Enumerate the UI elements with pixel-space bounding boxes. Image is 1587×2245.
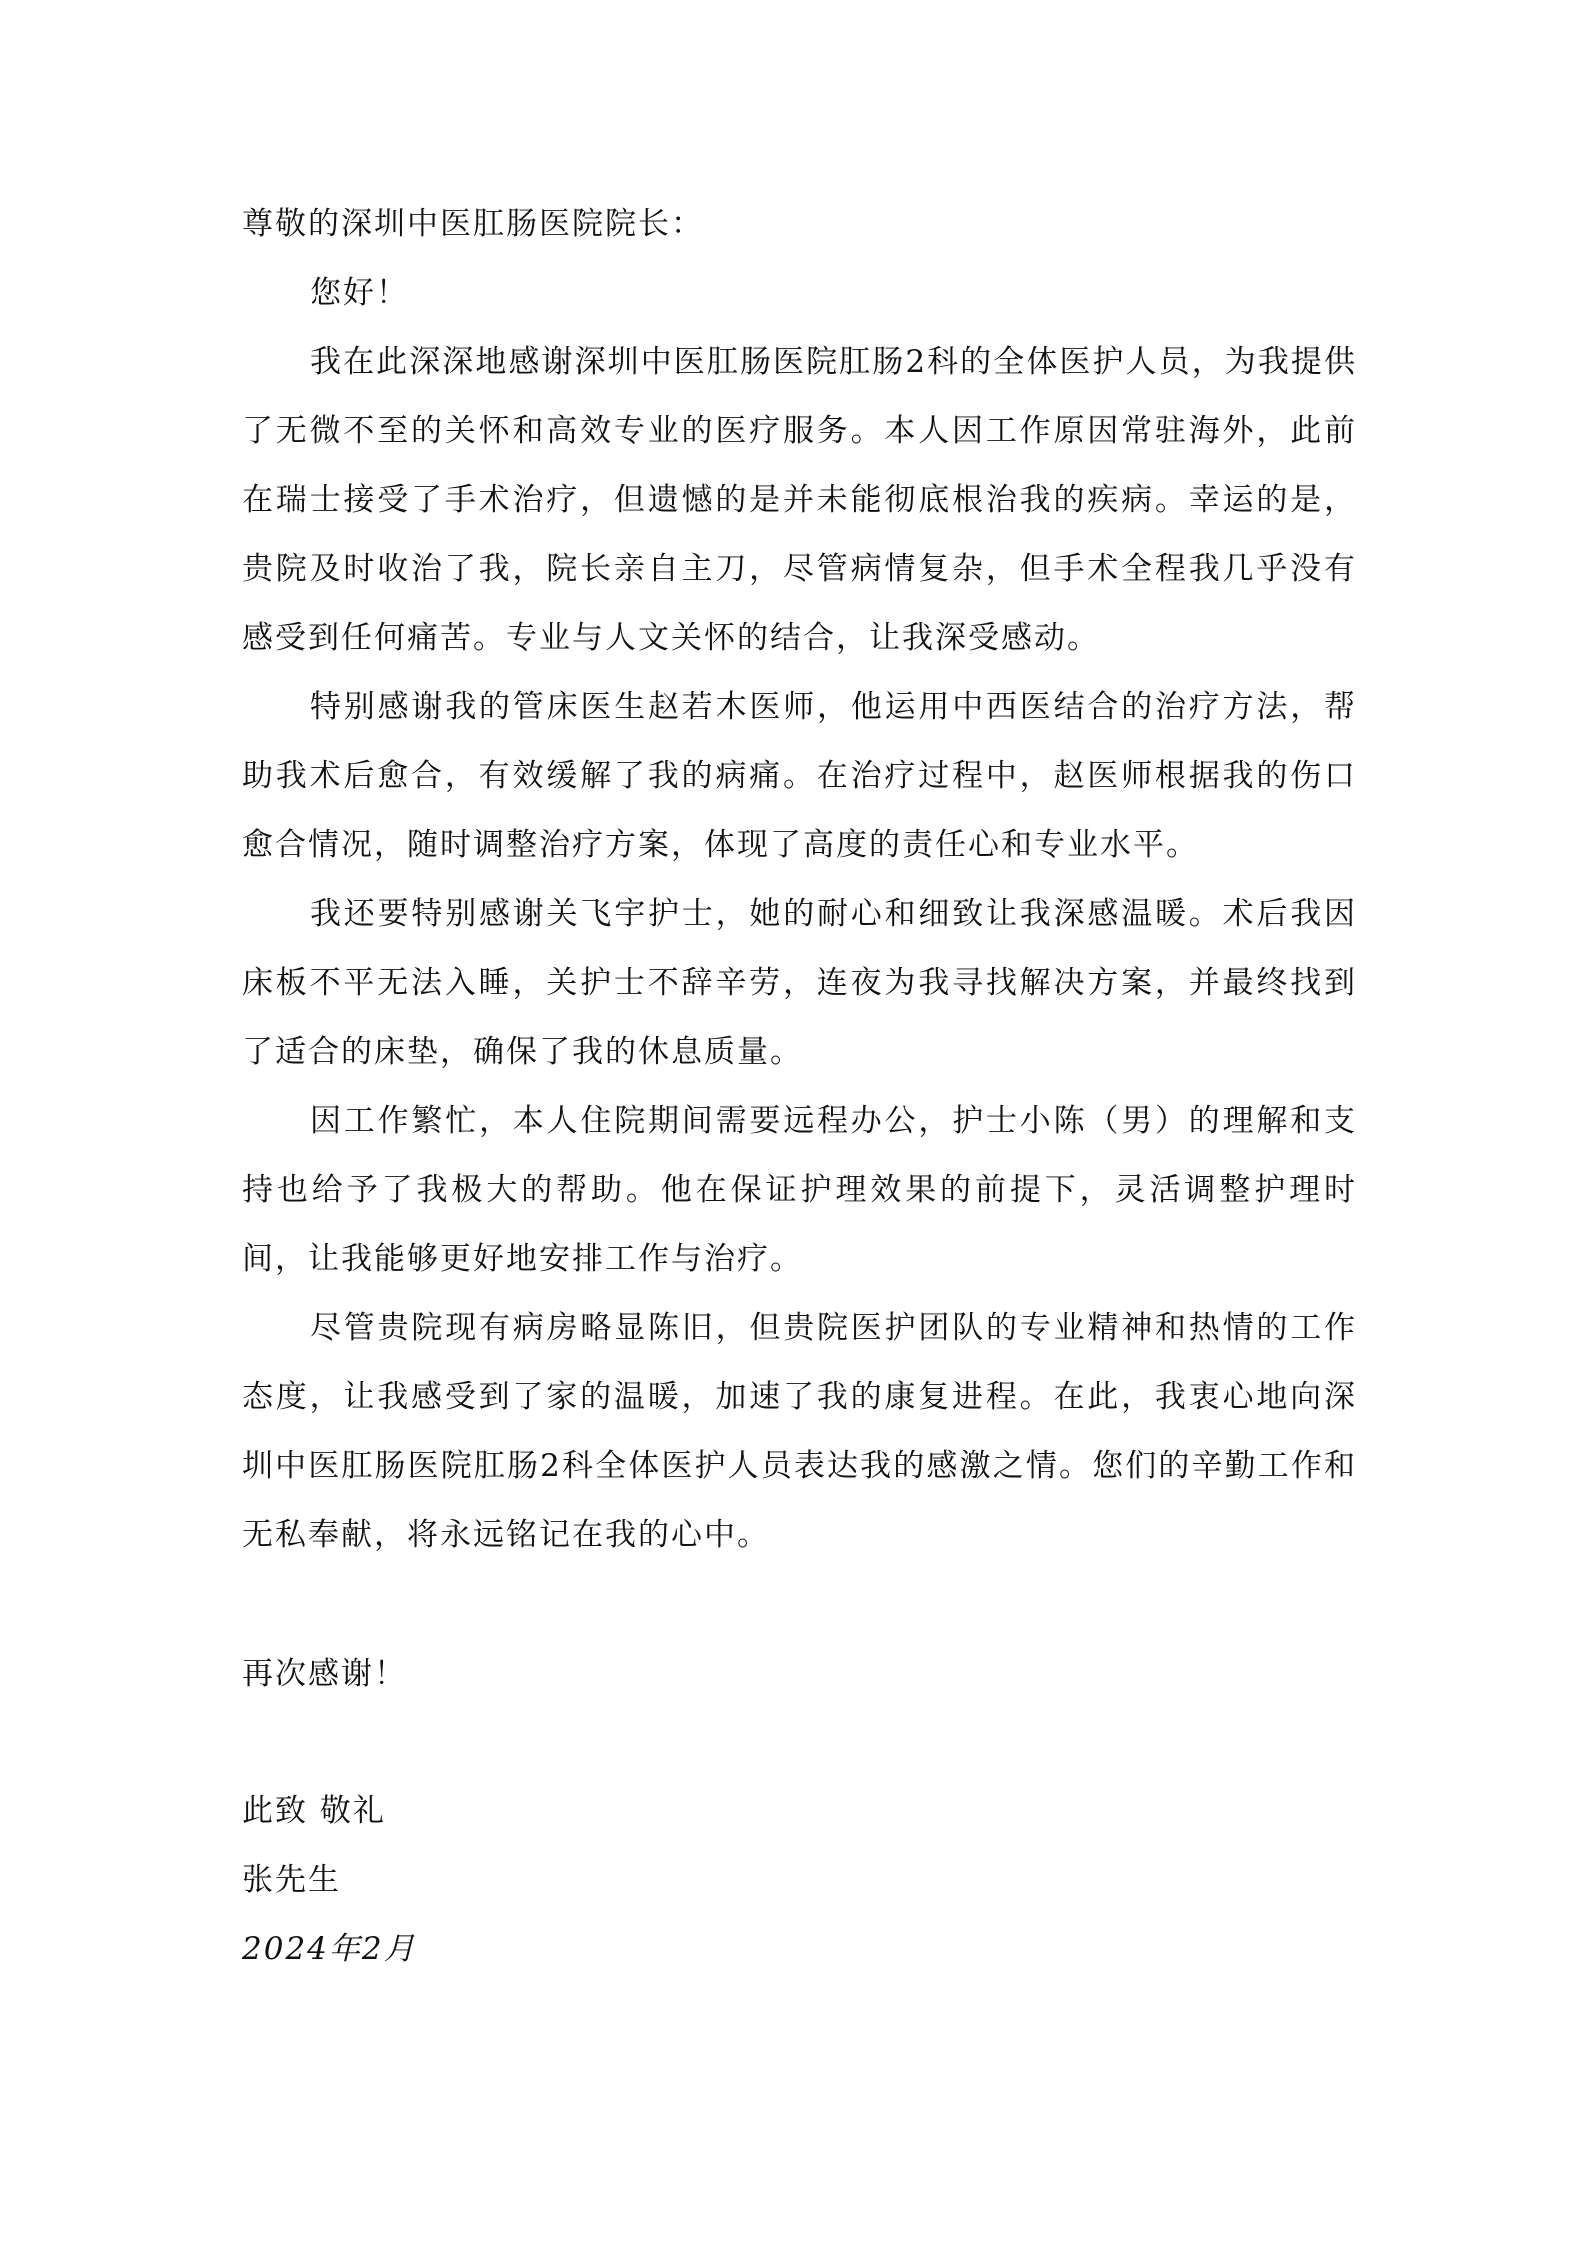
date: 2024年2月: [242, 1931, 417, 1967]
salutation: 尊敬的深圳中医肛肠医院院长：: [242, 206, 704, 242]
thanks-line: 再次感谢！: [242, 1656, 407, 1692]
letter: [242, 190, 1357, 1984]
body-paragraph-2: 特别感谢我的管床医生赵若木医师，他运用中西医结合的治疗方法，帮助我术后愈合，有效缓解了我的病痛。在治疗过程中，赵医师根据我的伤口愈合情况，随时调整治疗方案，体现了高度的责任心和专业水平。: [242, 689, 1357, 863]
signature: 张先生: [242, 1862, 341, 1898]
body-paragraph-1: 我在此深深地感谢深圳中医肛肠医院肛肠2科的全体医护人员，为我提供了无微不至的关怀和高效专业的医疗服务。本人因工作原因常驻海外，此前在瑞士接受了手术治疗，但遗憾的是并未能彻底根治我的疾病。幸运的是，贵院及时收治了我，院长亲自主刀，尽管病情复杂，但手术全程我几乎没有感受到任何痛苦。专业与人文关怀的结合，让我深受感动。: [242, 344, 1357, 656]
body-paragraph-4: 因工作繁忙，本人住院期间需要远程办公，护士小陈（男）的理解和支持也给予了我极大的帮助。他在保证护理效果的前提下，灵活调整护理时间，让我能够更好地安排工作与治疗。: [242, 1103, 1357, 1277]
greeting: 您好！: [310, 275, 409, 311]
body-paragraph-5: 尽管贵院现有病房略显陈旧，但贵院医护团队的专业精神和热情的工作态度，让我感受到了家的温暖，加速了我的康复进程。在此，我衷心地向深圳中医肛肠医院肛肠2科全体医护人员表达我的感激之情。您们的辛勤工作和无私奉献，将永远铭记在我的心中。: [242, 1310, 1357, 1553]
closing-line: 此致 敬礼: [242, 1793, 386, 1829]
body-paragraph-3: 我还要特别感谢关飞宇护士，她的耐心和细致让我深感温暖。术后我因床板不平无法入睡，关护士不辞辛劳，连夜为我寻找解决方案，并最终找到了适合的床垫，确保了我的休息质量。: [242, 896, 1357, 1070]
